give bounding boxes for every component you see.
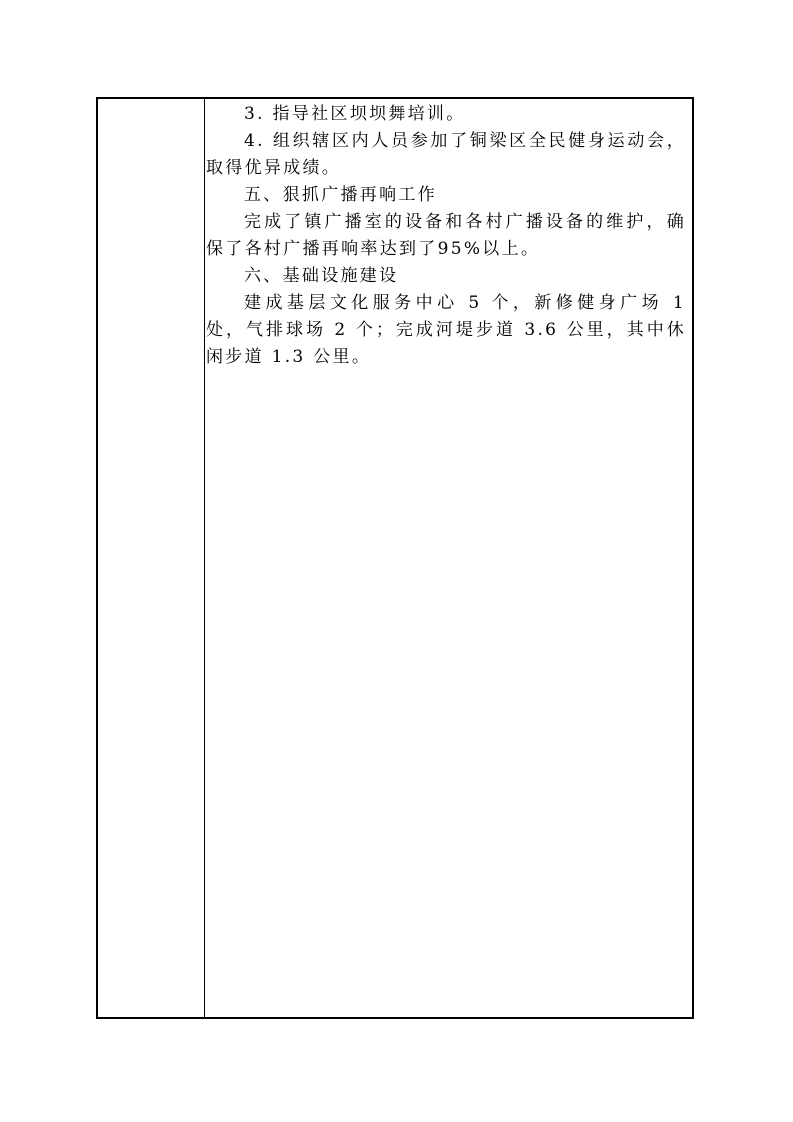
left-column-cell <box>98 99 205 1017</box>
paragraph-broadcast: 完成了镇广播室的设备和各村广播设备的维护，确保了各村广播再响率达到了95%以上。 <box>206 212 686 259</box>
paragraph-item-4: 4. 组织辖区内人员参加了铜梁区全民健身运动会，取得优异成绩。 <box>206 131 686 178</box>
paragraph-infrastructure: 建成基层文化服务中心 5 个，新修健身广场 1 处，气排球场 2 个；完成河堤步道 3.6 公里，其中休闲步道 1.3 公里。 <box>206 293 686 367</box>
section-heading-6: 六、基础设施建设 <box>244 266 399 286</box>
paragraph-item-3: 3. 指导社区坝坝舞培训。 <box>244 104 466 124</box>
section-heading-5: 五、狠抓广播再响工作 <box>244 185 437 205</box>
content-cell <box>206 101 686 1017</box>
table-frame <box>96 97 694 1019</box>
